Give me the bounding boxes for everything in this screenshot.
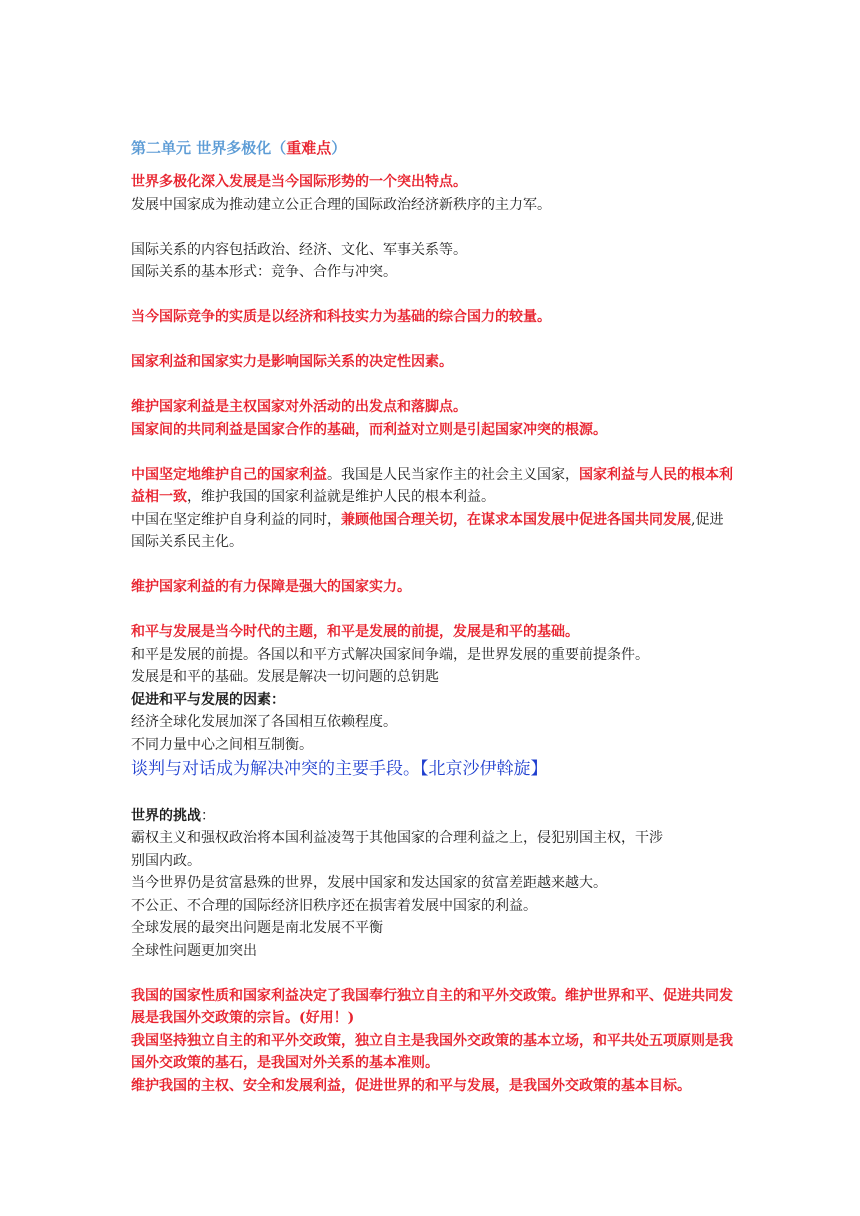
s10-paragraph1: 我国的国家性质和国家利益决定了我国奉行独立自主的和平外交政策。维护世界和平、促进共同发展是我国外交政策的宗旨。(好用！) <box>131 987 733 1026</box>
s8-line1: 和平与发展是当今时代的主题，和平是发展的前提，发展是和平的基础。 <box>131 624 579 640</box>
s9-heading <box>131 805 735 828</box>
s3-line: 当今国际竞争的实质是以经济和科技实力为基础的综合国力的较量。 <box>131 309 551 325</box>
s6-p2-plain2: ,促进国际关系民主化。 <box>131 511 724 550</box>
s6-p1-red1: 中国坚定地维护自己的国家利益 <box>131 466 327 483</box>
s9-line4: 全球发展的最突出问题是南北发展不平衡 <box>131 920 383 936</box>
s8-line6: 不同力量中心之间相互制衡。 <box>131 736 313 753</box>
s1-line1: 世界多极化深入发展是当今国际形势的一个突出特点。 <box>131 174 467 190</box>
s6-p2-plain1: 中国在坚定维护自身利益的同时， <box>131 511 341 528</box>
s8-line3: 发展是和平的基础。发展是解决一切问题的总钥匙 <box>131 669 439 685</box>
title-highlight: 重难点 <box>286 139 332 157</box>
s6-paragraph2 <box>131 509 735 554</box>
s9-line1b: 别国内政。 <box>131 852 201 869</box>
title-main: 第二单元 世界多极化（ <box>131 139 287 157</box>
s8-line5: 经济全球化发展加深了各国相互依赖程度。 <box>131 714 397 730</box>
s4-line: 国家利益和国家实力是影响国际关系的决定性因素。 <box>131 354 453 370</box>
s9-line2: 当今世界仍是贫富悬殊的世界，发展中国家和发达国家的贫富差距越来越大。 <box>131 875 607 891</box>
s10-paragraph3: 维护我国的主权、安全和发展利益，促进世界的和平与发展，是我国外交政策的基本目标。 <box>131 1077 691 1094</box>
s6-paragraph1 <box>131 464 735 509</box>
s9-heading-text: 世界的挑战 <box>131 807 201 824</box>
document-page <box>131 137 735 1097</box>
s5-line1: 维护国家利益是主权国家对外活动的出发点和落脚点。 <box>131 399 467 415</box>
s9-heading-colon: ： <box>201 807 215 824</box>
s8-line7: 谈判与对话成为解决冲突的主要手段。【北京沙伊斡旋】 <box>131 759 548 779</box>
s1-line2: 发展中国家成为推动建立公正合理的国际政治经济新秩序的主力军。 <box>131 196 551 213</box>
s5-line2: 国家间的共同利益是国家合作的基础，而利益对立则是引起国家冲突的根源。 <box>131 421 607 438</box>
title-close: ） <box>331 139 347 157</box>
s10-paragraph2: 我国坚持独立自主的和平外交政策，独立自主是我国外交政策的基本立场，和平共处五项原则是我国外交政策的基石，是我国对外关系的基本准则。 <box>131 1032 733 1071</box>
s2-line1: 国际关系的内容包括政治、经济、文化、军事关系等。 <box>131 241 467 258</box>
s6-p1-plain2: ，维护我国的国家利益就是维护人民的根本利益。 <box>187 489 495 505</box>
s9-line3: 不公正、不合理的国际经济旧秩序还在损害着发展中国家的利益。 <box>131 897 537 914</box>
s6-p1-red2: 国家利益与人民的根本利益相一致 <box>131 466 733 505</box>
s7-line: 维护国家利益的有力保障是强大的国家实力。 <box>131 579 411 595</box>
s9-line1: 霸权主义和强权政治将本国利益凌驾于其他国家的合理利益之上，侵犯别国主权，干涉 <box>131 830 663 846</box>
s6-p1-plain1: 。我国是人民当家作主的社会主义国家， <box>327 466 579 483</box>
page-title <box>131 137 735 159</box>
s9-line5: 全球性问题更加突出 <box>131 942 257 959</box>
s8-line4: 促进和平与发展的因素： <box>131 691 285 708</box>
s8-line2: 和平是发展的前提。各国以和平方式解决国家间争端，是世界发展的重要前提条件。 <box>131 646 649 663</box>
s2-line2: 国际关系的基本形式：竞争、合作与冲突。 <box>131 264 397 280</box>
s6-p2-red: 兼顾他国合理关切，在谋求本国发展中促进各国共同发展 <box>341 511 691 528</box>
